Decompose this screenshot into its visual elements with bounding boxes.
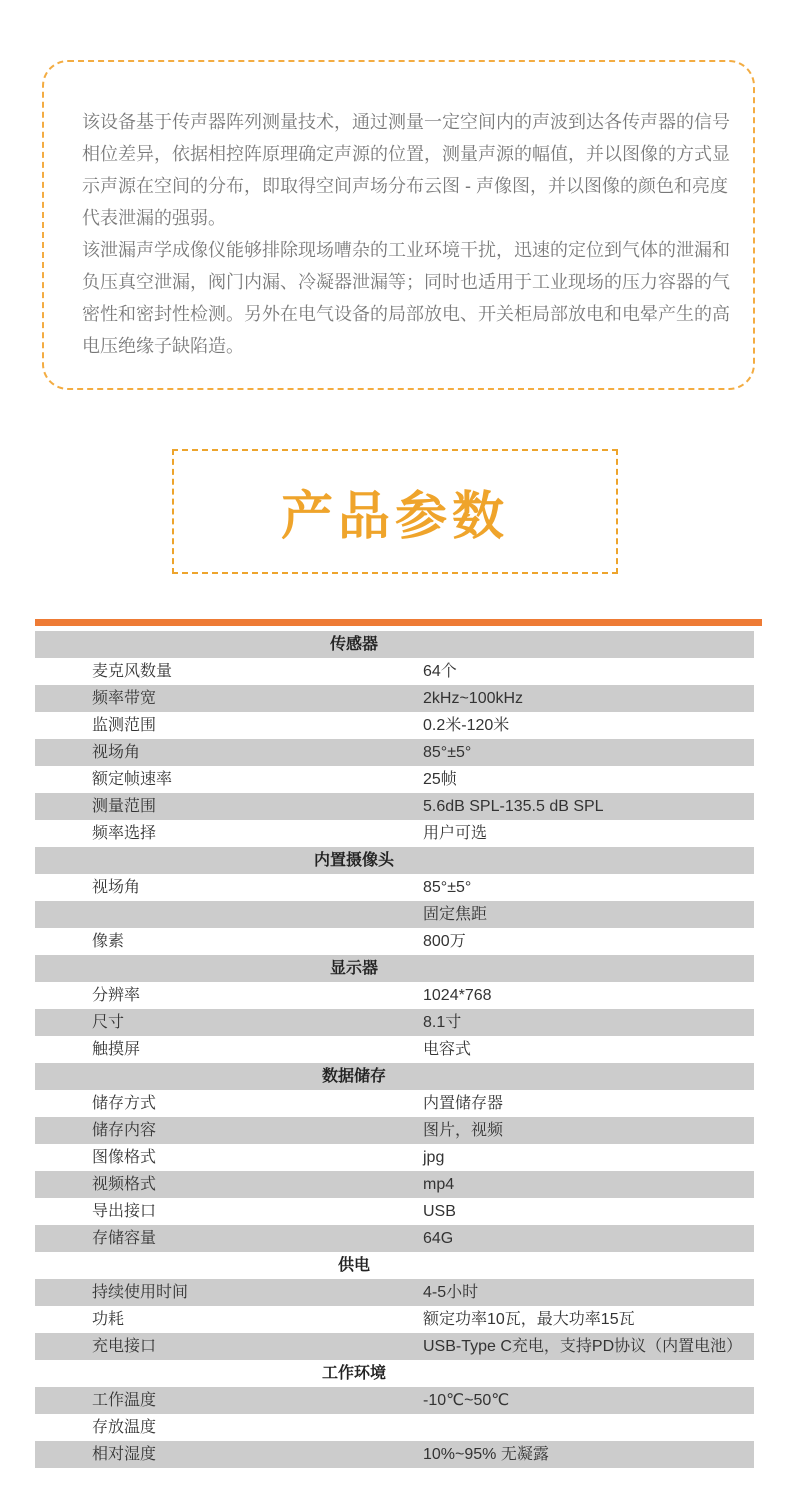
spec-item-label: 额定帧速率 — [92, 771, 173, 788]
spec-row — [35, 901, 754, 928]
spec-row — [35, 1036, 754, 1063]
spec-item-value: 用户可选 — [423, 825, 488, 842]
spec-item-value: 800万 — [423, 933, 466, 950]
spec-row — [35, 658, 754, 685]
spec-row — [35, 1414, 754, 1441]
spec-item-label: 频率带宽 — [92, 690, 157, 707]
spec-item-value: 1024*768 — [423, 987, 492, 1004]
spec-item-value: 25帧 — [423, 771, 457, 788]
spec-item-value: 10%~95% 无凝露 — [423, 1446, 549, 1463]
spec-item-value: 内置储存器 — [423, 1095, 504, 1112]
spec-row — [35, 1306, 754, 1333]
spec-row — [35, 1117, 754, 1144]
spec-section-label: 数据储存 — [321, 1068, 386, 1085]
spec-row — [35, 1225, 754, 1252]
spec-section-label: 工作环境 — [321, 1365, 386, 1382]
table-top-accent-bar — [35, 619, 762, 626]
spec-item-label: 视频格式 — [92, 1176, 157, 1193]
spec-row — [35, 766, 754, 793]
spec-row — [35, 739, 754, 766]
spec-item-label: 储存方式 — [92, 1095, 157, 1112]
spec-section-row — [35, 631, 754, 658]
spec-section-label: 传感器 — [329, 636, 378, 653]
spec-item-value: USB-Type C充电，支持PD协议（内置电池） — [423, 1338, 743, 1355]
spec-section-row — [35, 1252, 754, 1279]
spec-row — [35, 820, 754, 847]
spec-item-label: 储存内容 — [92, 1122, 157, 1139]
spec-row — [35, 1441, 754, 1468]
spec-item-label: 相对湿度 — [92, 1446, 157, 1463]
spec-item-label: 尺寸 — [92, 1014, 125, 1031]
spec-item-value: 64个 — [423, 663, 457, 680]
spec-item-label: 导出接口 — [92, 1203, 157, 1220]
spec-row — [35, 685, 754, 712]
spec-section-row — [35, 847, 754, 874]
spec-item-value: 85°±5° — [423, 744, 472, 761]
spec-item-value: 电容式 — [423, 1041, 472, 1058]
spec-item-label: 频率选择 — [92, 825, 157, 842]
spec-item-label: 监测范围 — [92, 717, 157, 734]
spec-item-label: 存放温度 — [92, 1419, 157, 1436]
spec-item-value: 图片，视频 — [423, 1122, 504, 1139]
spec-section-label: 内置摄像头 — [313, 852, 394, 869]
spec-item-value: 额定功率10瓦，最大功率15瓦 — [423, 1311, 635, 1328]
spec-table-rows — [35, 631, 754, 1468]
spec-item-label: 测量范围 — [92, 798, 157, 815]
spec-item-value: 64G — [423, 1230, 454, 1247]
spec-item-label: 图像格式 — [92, 1149, 157, 1166]
spec-row — [35, 1198, 754, 1225]
spec-section-row — [35, 1360, 754, 1387]
spec-row — [35, 982, 754, 1009]
spec-item-label: 功耗 — [92, 1311, 125, 1328]
spec-row — [35, 1279, 754, 1306]
spec-item-label: 像素 — [92, 933, 125, 950]
spec-row — [35, 1144, 754, 1171]
section-title: 产品参数 — [280, 488, 509, 546]
spec-section-row — [35, 1063, 754, 1090]
spec-row — [35, 1171, 754, 1198]
spec-table — [35, 619, 762, 1468]
spec-row — [35, 874, 754, 901]
spec-item-value: 8.1寸 — [423, 1014, 462, 1031]
spec-item-value: USB — [423, 1203, 456, 1220]
product-description-text — [82, 106, 744, 362]
spec-item-value: 5.6dB SPL-135.5 dB SPL — [423, 798, 604, 815]
section-title-box — [172, 449, 618, 574]
spec-section-row — [35, 955, 754, 982]
spec-item-value: 0.2米-120米 — [423, 717, 510, 734]
spec-row — [35, 1090, 754, 1117]
spec-section-label: 供电 — [337, 1257, 370, 1274]
spec-item-label: 持续使用时间 — [92, 1284, 189, 1301]
spec-item-value: mp4 — [423, 1176, 455, 1193]
spec-item-value: 85°±5° — [423, 879, 472, 896]
spec-row — [35, 793, 754, 820]
product-description-card — [42, 60, 755, 390]
spec-item-label: 分辨率 — [92, 987, 141, 1004]
spec-row — [35, 1009, 754, 1036]
description-paragraph-1: 该设备基于传声器阵列测量技术，通过测量一定空间内的声波到达各传声器的信号相位差异，依据相控阵原理确定声源的位置，测量声源的幅值，并以图像的方式显示声源在空间的分布，即取得空间声场分布云图 - 声像图，并以图像的颜色和亮度代表泄漏的强弱。 — [82, 112, 730, 228]
spec-item-value: 4-5小时 — [423, 1284, 479, 1301]
spec-item-label: 麦克风数量 — [92, 663, 173, 680]
spec-row — [35, 712, 754, 739]
spec-item-label: 视场角 — [92, 744, 141, 761]
spec-section-label: 显示器 — [329, 960, 378, 977]
spec-item-label: 存储容量 — [92, 1230, 157, 1247]
spec-row — [35, 928, 754, 955]
spec-item-value: 2kHz~100kHz — [423, 690, 524, 707]
spec-item-value: 固定焦距 — [423, 906, 488, 923]
spec-item-label: 视场角 — [92, 879, 141, 896]
spec-item-label: 充电接口 — [92, 1338, 157, 1355]
spec-row — [35, 1333, 754, 1360]
spec-item-label: 触摸屏 — [92, 1041, 141, 1058]
spec-item-value: jpg — [423, 1149, 445, 1166]
spec-item-label: 工作温度 — [92, 1392, 157, 1409]
spec-row — [35, 1387, 754, 1414]
spec-item-value: -10℃~50℃ — [423, 1392, 510, 1409]
description-paragraph-2: 该泄漏声学成像仪能够排除现场嘈杂的工业环境干扰，迅速的定位到气体的泄漏和负压真空泄漏，阀门内漏、冷凝器泄漏等；同时也适用于工业现场的压力容器的气密性和密封性检测。另外在电气设备的局部放电、开关柜局部放电和电晕产生的高电压绝缘子缺陷造。 — [82, 240, 730, 356]
